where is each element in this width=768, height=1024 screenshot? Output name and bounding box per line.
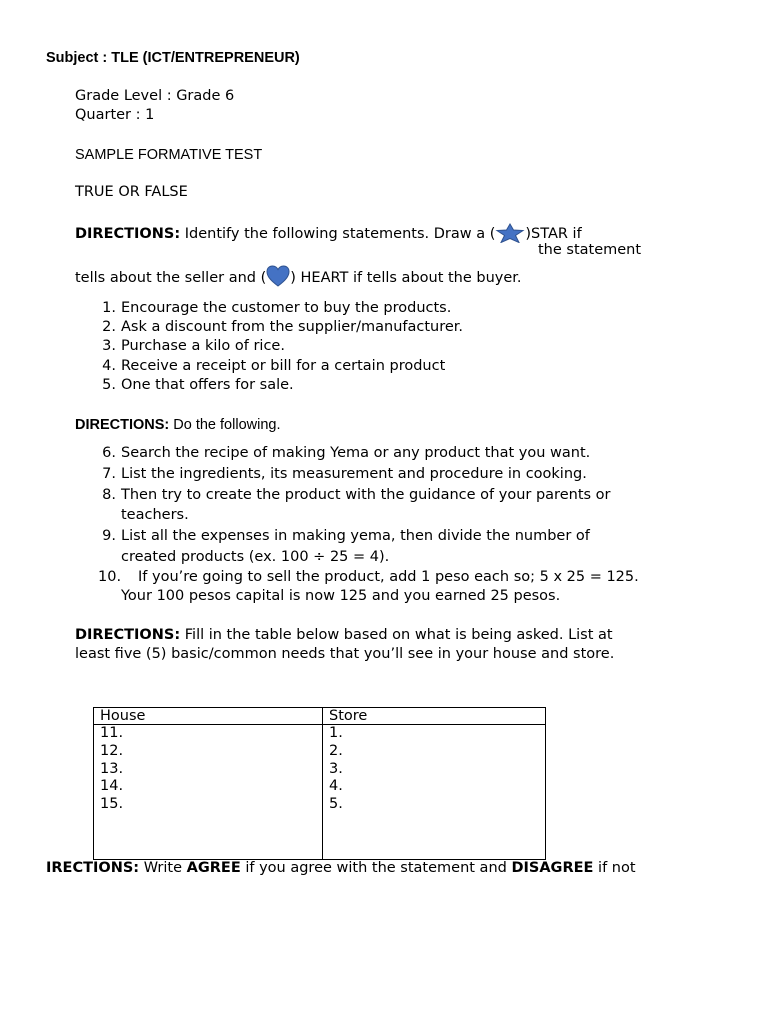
- heart-icon: [266, 265, 290, 292]
- subject-heading: Subject : TLE (ICT/ENTREPRENEUR): [46, 50, 300, 66]
- list-item-continuation: teachers.: [121, 507, 189, 523]
- table-header-house: House: [94, 708, 323, 725]
- table-header-store: Store: [323, 708, 546, 725]
- list-item: 6. Search the recipe of making Yema or any product that you want.: [102, 445, 591, 461]
- list-item: 2. Ask a discount from the supplier/manufacturer.: [102, 319, 464, 335]
- star-icon: [495, 223, 525, 248]
- list-item: 4. Receive a receipt or bill for a certain product: [102, 358, 446, 374]
- table-row: 15.: [100, 796, 124, 813]
- table-row: 3.: [329, 760, 343, 777]
- directions-1-line-1: [75, 223, 582, 248]
- star-text: )STAR if: [525, 226, 582, 242]
- quarter: Quarter : 1: [75, 107, 155, 123]
- table-row: 1.: [329, 725, 343, 741]
- list-item: 8. Then try to create the product with the guidance of your parents or: [102, 487, 611, 503]
- table-row: 13.: [100, 760, 124, 777]
- list-item: 5. One that offers for sale.: [102, 377, 294, 393]
- list-item-continuation: created products (ex. 100 ÷ 25 = 4).: [121, 549, 390, 565]
- list-item: 3. Purchase a kilo of rice.: [102, 338, 285, 354]
- directions-1-text-c: tells about the seller and (: [75, 270, 267, 286]
- table-row: 4.: [329, 778, 343, 795]
- directions-3-line-2: least five (5) basic/common needs that you’ll see in your house and store.: [75, 646, 615, 662]
- table-row: 2.: [329, 742, 343, 759]
- heart-text: ) HEART if tells about the buyer.: [290, 270, 522, 286]
- table-row: 14.: [100, 778, 124, 795]
- list-item: 7. List the ingredients, its measurement and procedure in cooking.: [102, 466, 587, 482]
- table-row: 11.: [100, 725, 124, 741]
- list-item: 9. List all the expenses in making yema, then divide the number of: [102, 528, 590, 544]
- needs-table: [93, 707, 546, 860]
- list-item: 1. Encourage the customer to buy the products.: [102, 300, 452, 316]
- directions-4: IRECTIONS: Write AGREE if you agree with the statement and DISAGREE if not: [46, 860, 636, 876]
- directions-1-text: Identify the following statements. Draw a (: [180, 226, 496, 242]
- directions-1-line-3: [75, 265, 522, 292]
- house-column[interactable]: [94, 725, 323, 860]
- test-title: SAMPLE FORMATIVE TEST: [75, 147, 263, 163]
- directions-label: DIRECTIONS:: [75, 226, 181, 242]
- list-item-continuation: Your 100 pesos capital is now 125 and you earned 25 pesos.: [121, 588, 561, 604]
- table-row: 5.: [329, 796, 343, 813]
- table-row: 12.: [100, 742, 124, 759]
- directions-2: DIRECTIONS: Do the following.: [75, 417, 281, 433]
- test-type: TRUE OR FALSE: [75, 184, 188, 200]
- directions-label: IRECTIONS:: [46, 860, 140, 876]
- list-item: 10. If you’re going to sell the product, add 1 peso each so; 5 x 25 = 125.: [98, 569, 639, 585]
- grade-level: Grade Level : Grade 6: [75, 88, 235, 104]
- store-column[interactable]: [323, 725, 546, 860]
- directions-3-line-1: DIRECTIONS: Fill in the table below based on what is being asked. List at: [75, 627, 613, 643]
- directions-label: DIRECTIONS:: [75, 627, 181, 643]
- directions-1-line-2: the statement: [538, 242, 642, 258]
- directions-label: DIRECTIONS:: [75, 417, 170, 433]
